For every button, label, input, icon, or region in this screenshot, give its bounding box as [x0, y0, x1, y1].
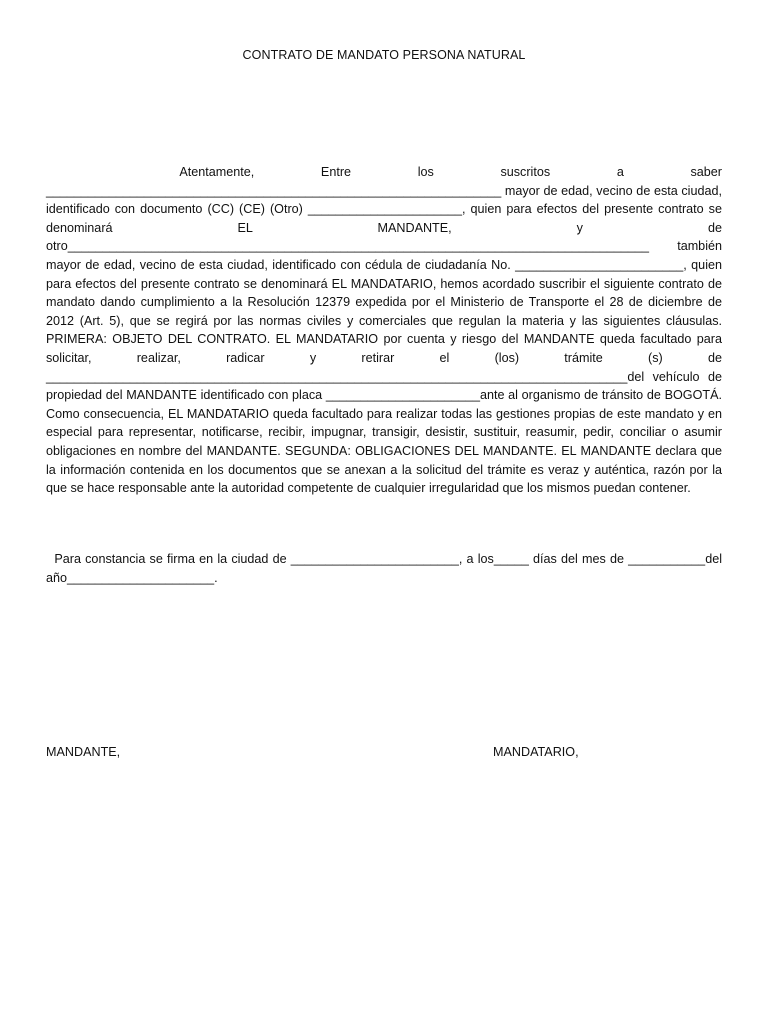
- closing-text: Para constancia se firma en la ciudad de ________________________, a los_____ días del mes de ___________del año_____________________.: [46, 552, 722, 585]
- signature-mandatario: MANDATARIO,: [493, 745, 579, 759]
- signature-mandante: MANDANTE,: [46, 745, 121, 759]
- contract-body-paragraph: [46, 163, 722, 498]
- document-title: CONTRATO DE MANDATO PERSONA NATURAL: [242, 48, 526, 62]
- contract-body-text: Atentamente, Entre los suscritos a saber _________________________________________________________________ mayor de edad, vecino de esta ciudad, identificado con documento (CC) (CE) (Otro) ______________________, quien para efectos del presente contrato se denominará EL MANDANTE, y de otro___________________________________________________________________________________ también mayor de edad, vecino de esta ciudad, identificado con cédula de ciudadanía No. ________________________, quien para efectos del presente contrato se denominará EL MANDATARIO, hemos acordado suscribir el siguiente contrato de mandato dando cumplimiento a la Resolución 12379 expedida por el Ministerio de Transporte el 28 de diciembre de 2012 (Art. 5), que se regirá por las normas civiles y comerciales que regulan la materia y las siguientes cláusulas. PRIMERA: OBJETO DEL CONTRATO. EL MANDATARIO por cuenta y riesgo del MANDANTE queda facultado para solicitar, realizar, radicar y retirar el (los) trámite (s) de ___________________________________________________________________________________del vehículo de propiedad del MANDANTE identificado con placa ______________________ante al organismo de tránsito de BOGOTÁ. Como consecuencia, EL MANDATARIO queda facultado para realizar todas las gestiones propias de este mandato y en especial para representar, notificarse, recibir, impugnar, transigir, desistir, sustituir, reasumir, pedir, conciliar o asumir obligaciones en nombre del MANDANTE. SEGUNDA: OBLIGACIONES DEL MANDANTE. EL MANDANTE declara que la información contenida en los documentos que se anexan a la solicitud del trámite es veraz y auténtica, razón por la que se hace responsable ante la autoridad competente de cualquier irregularidad que los mismos puedan contener.: [46, 165, 722, 496]
- closing-paragraph: [46, 550, 722, 587]
